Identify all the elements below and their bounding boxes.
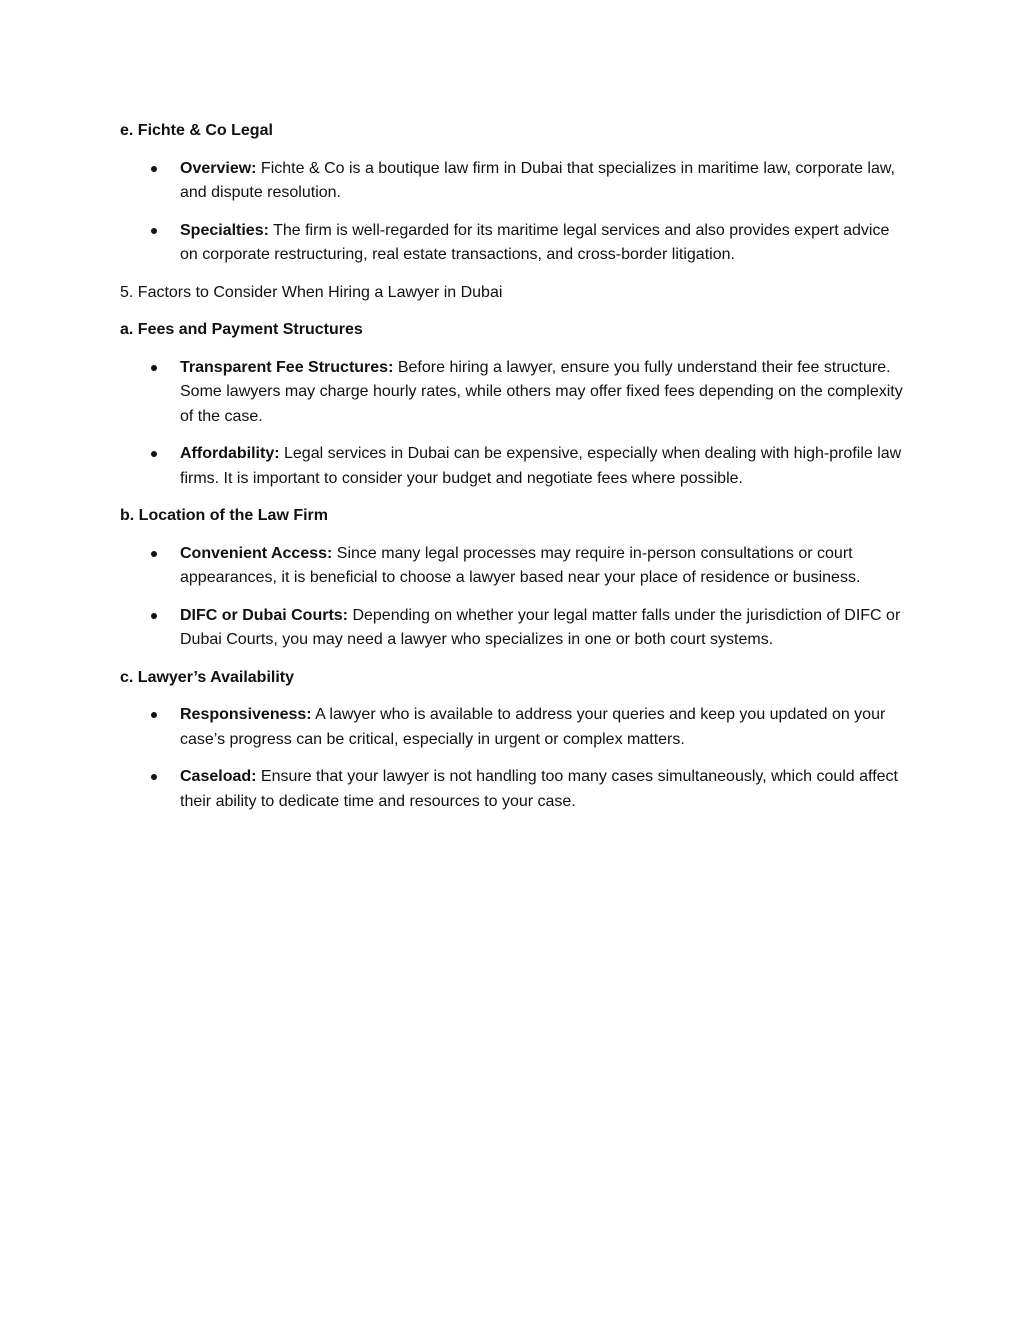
bullet-icon xyxy=(151,774,157,780)
bullet-icon xyxy=(151,712,157,718)
list-item xyxy=(120,604,910,653)
item-text: A lawyer who is available to address your queries and keep you updated on your case’s progress can be critical, especially in urgent or complex matters. xyxy=(180,706,886,748)
list-item xyxy=(120,219,910,268)
item-label: Specialties: xyxy=(180,221,269,239)
section-heading-availability: c. Lawyer’s Availability xyxy=(120,668,295,686)
bullet-icon xyxy=(151,451,157,457)
item-text: Depending on whether your legal matter falls under the jurisdiction of DIFC or Dubai Courts, you may need a lawyer who specializes in one or both court systems. xyxy=(180,606,901,648)
fees-bullet-list xyxy=(120,356,910,492)
item-label: Overview: xyxy=(180,159,257,177)
item-text: Fichte & Co is a boutique law firm in Dubai that specializes in maritime law, corporate law, and dispute resolution. xyxy=(180,159,895,201)
bullet-icon xyxy=(151,365,157,371)
section-heading-fichte: e. Fichte & Co Legal xyxy=(120,122,273,139)
item-label: Transparent Fee Structures: xyxy=(180,358,394,376)
list-item xyxy=(120,442,910,491)
item-label: Convenient Access: xyxy=(180,544,333,562)
item-text: Since many legal processes may require in-person consultations or court appearances, it is beneficial to choose a lawyer based near your place of residence or business. xyxy=(180,544,861,586)
item-label: Responsiveness: xyxy=(180,706,312,723)
section-title-factors: 5. Factors to Consider When Hiring a Lawyer in Dubai xyxy=(120,283,503,301)
list-item xyxy=(120,356,910,430)
list-item xyxy=(120,703,910,752)
fichte-bullet-list xyxy=(120,157,910,268)
item-text: Before hiring a lawyer, ensure you fully understand their fee structure. Some lawyers may charge hourly rates, while others may offer fixed fees depending on the complexity of the case. xyxy=(180,358,903,425)
item-text: The firm is well-regarded for its maritime legal services and also provides expert advice on corporate restructuring, real estate transactions, and cross-border litigation. xyxy=(180,221,890,263)
bullet-icon xyxy=(151,166,157,172)
item-label: DIFC or Dubai Courts: xyxy=(180,606,348,624)
bullet-icon xyxy=(151,228,157,234)
item-label: Caseload: xyxy=(180,768,257,785)
item-label: Affordability: xyxy=(180,445,280,462)
availability-bullet-list xyxy=(120,703,910,814)
list-item xyxy=(120,765,910,814)
bullet-icon xyxy=(151,613,157,619)
list-item xyxy=(120,157,910,206)
location-bullet-list xyxy=(120,542,910,653)
item-text: Legal services in Dubai can be expensive, especially when dealing with high-profile law firms. It is important to consider your budget and negotiate fees where possible. xyxy=(180,445,902,487)
bullet-icon xyxy=(151,551,157,557)
section-heading-location: b. Location of the Law Firm xyxy=(120,507,328,524)
item-text: Ensure that your lawyer is not handling too many cases simultaneously, which could affect their ability to dedicate time and resources to your case. xyxy=(180,768,898,810)
list-item xyxy=(120,542,910,591)
document-page xyxy=(120,119,910,827)
section-heading-fees: a. Fees and Payment Structures xyxy=(120,321,363,338)
